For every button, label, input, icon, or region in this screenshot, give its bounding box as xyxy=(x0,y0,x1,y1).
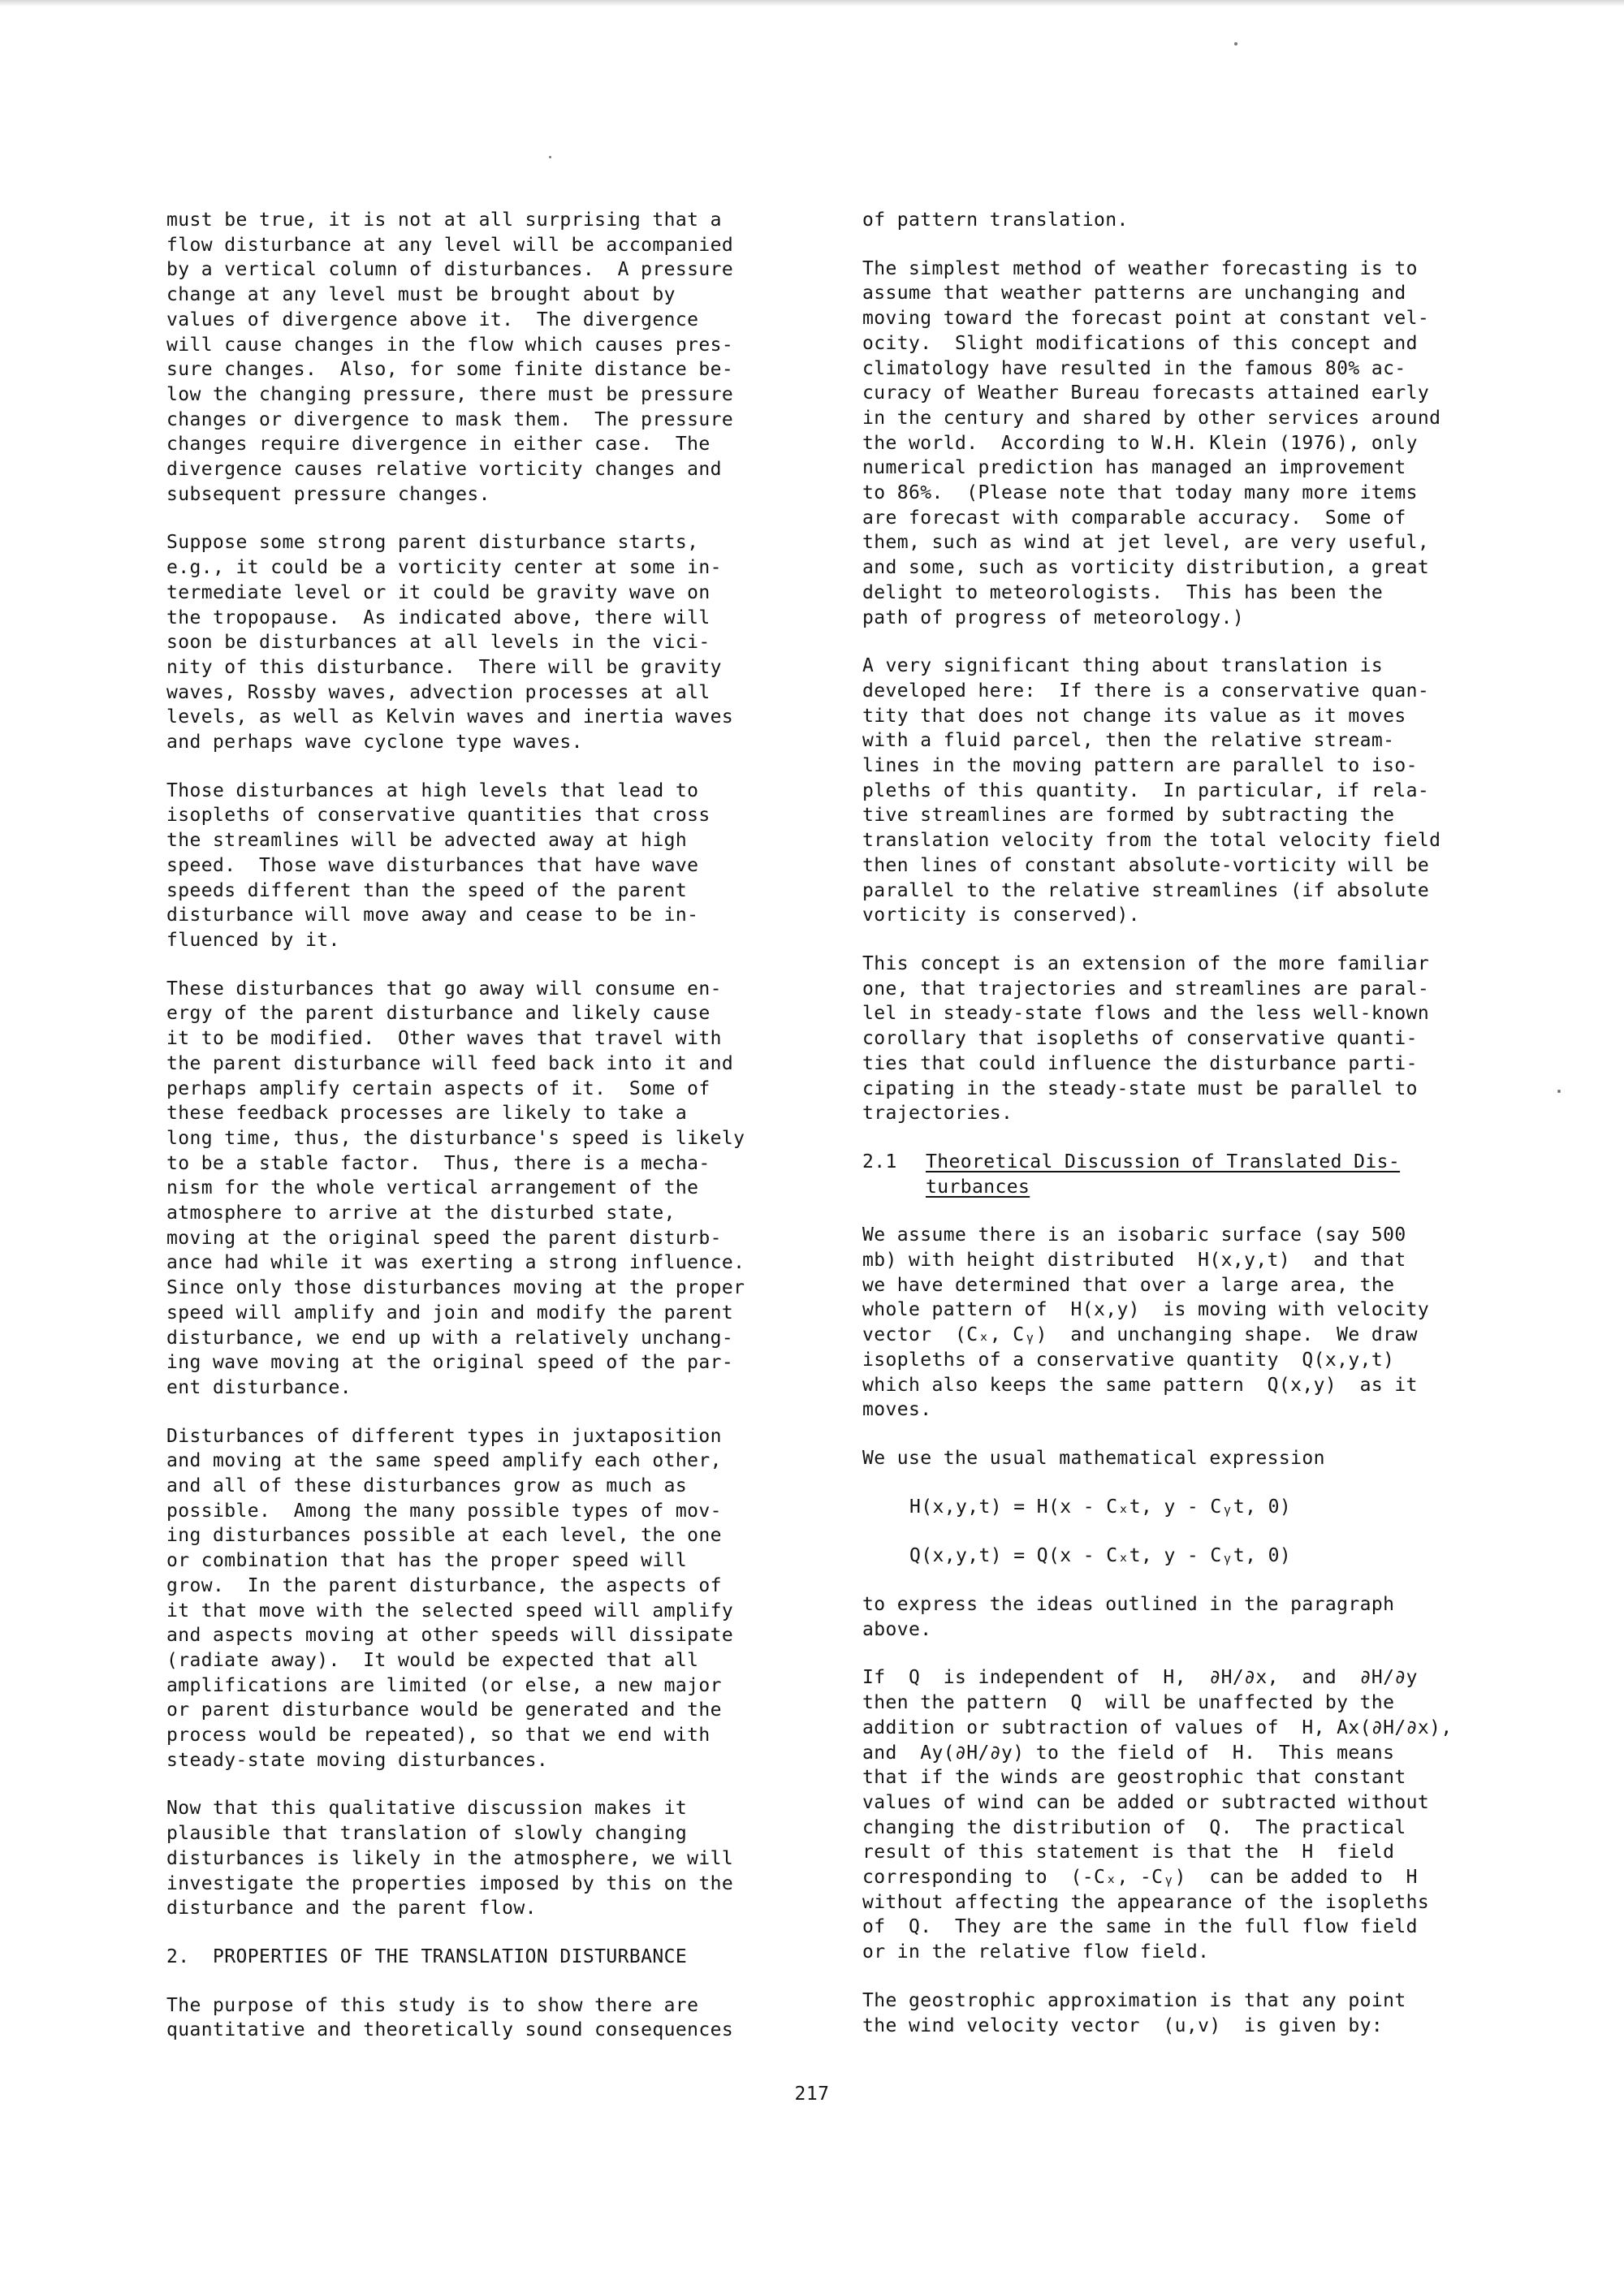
paragraph: The purpose of this study is to show there are quantitative and theoretically sound consequences xyxy=(166,1994,734,2041)
paragraph: Disturbances of different types in juxtaposition and moving at the same speed amplify each other, and all of these disturbances grow as much as possible. Among the many possible types of mov- ing disturbances possible at each level, the one or combination that has the proper speed will grow. In the parent disturbance, the aspects of it that move with the selected speed will amplify and aspects moving at other speeds will dissipate (radiate away). It would be expected that all amplifications are limited (or else, a new major or parent disturbance would be generated and the process would be repeated), so that we end with steady-state moving disturbances. xyxy=(166,1425,734,1771)
subsection-number: 2.1 xyxy=(862,1151,897,1172)
paragraph: must be true, it is not at all surprising that a flow disturbance at any level will be accompanied by a vertical column of disturbances. A pressure change at any level must be brought about by values of divergence above it. The divergence will cause changes in the flow which causes pres- sure changes. Also, for some finite distance be- low the changing pressure, there must be pressure changes or divergence to mask them. The pressure changes require divergence in either case. The divergence causes relative vorticity changes and subsequent pressure changes. xyxy=(166,209,734,505)
paragraph: We assume there is an isobaric surface (say 500 mb) with height distributed H(x,y,t) and that we have determined that over a large area, the whole pattern of H(x,y) is moving with velocity vector (Cₓ, Cᵧ) and unchanging shape. We draw isopleths of a conservative quantity Q(x,y,t) which also keeps the same pattern Q(x,y) as it moves. xyxy=(862,1224,1430,1421)
paragraph: The geostrophic approximation is that any point the wind velocity vector (u,v) is given by: xyxy=(862,1989,1406,2036)
left-column xyxy=(166,208,816,2066)
paragraph: A very significant thing about translation is developed here: If there is a conservative quan- tity that does not change its value as it moves with a fluid parcel, then the relative stream- lines in the moving pattern are parallel to iso- pleths of this quantity. In particular, if rela- tive streamlines are formed by subtracting the translation velocity from the total velocity field then lines of constant absolute-vorticity will be parallel to the relative streamlines (if absolute vorticity is conserved). xyxy=(862,655,1441,926)
paragraph: These disturbances that go away will consume en- ergy of the parent disturbance and likely cause it to be modified. Other waves that travel with the parent disturbance will feed back into it and perhaps amplify certain aspects of it. Some of these feedback processes are likely to take a long time, thus, the disturbance's speed is likely to be a stable factor. Thus, there is a mecha- nism for the whole vertical arrangement of the atmosphere to arrive at the disturbed state, moving at the original speed the parent disturb- ance had while it was exerting a strong influence. Since only those disturbances moving at the proper speed will amplify and join and modify the parent disturbance, we end up with a relatively unchang- ing wave moving at the original speed of the par- ent disturbance. xyxy=(166,978,745,1398)
subsection-heading xyxy=(862,1150,1512,1199)
equation-conservative-quantity: Q(x,y,t) = Q(x - Cₓt, y - Cᵧt, 0) xyxy=(909,1545,1292,1567)
page-number: 217 xyxy=(794,2084,830,2105)
scan-speck xyxy=(1234,42,1237,45)
scan-edge xyxy=(0,0,1624,6)
scan-speck xyxy=(549,156,551,158)
paragraph: We use the usual mathematical expression xyxy=(862,1447,1325,1469)
paragraph: to express the ideas outlined in the paragraph above. xyxy=(862,1594,1395,1640)
paragraph: The simplest method of weather forecasting is to assume that weather patterns are unchanging and moving toward the forecast point at constant vel- ocity. Slight modifications of this concept and climatology have resulted in the famous 80% ac- curacy of Weather Bureau forecasts attained early in the century and shared by other services around the world. According to W.H. Klein (1976), only numerical prediction has managed an improvement to 86%. (Please note that today many more items are forecast with comparable accuracy. Some of them, such as wind at jet level, are very useful, and some, such as vorticity distribution, a great delight to meteorologists. This has been the path of progress of meteorology.) xyxy=(862,257,1441,628)
equation-block xyxy=(862,1495,1512,1569)
paragraph: Now that this qualitative discussion makes it plausible that translation of slowly changing disturbances is likely in the atmosphere, we will investigate the properties imposed by this on the disturbance and the parent flow. xyxy=(166,1798,734,1919)
section-heading: 2. PROPERTIES OF THE TRANSLATION DISTURBANCE xyxy=(166,1946,688,1967)
paragraph: Suppose some strong parent disturbance starts, e.g., it could be a vorticity center at some in- termediate level or it could be gravity wave on the tropopause. As indicated above, there will soon be disturbances at all levels in the vici- nity of this disturbance. There will be gravity waves, Rossby waves, advection processes at all levels, as well as Kelvin waves and inertia waves and perhaps wave cyclone type waves. xyxy=(166,532,734,754)
right-column xyxy=(862,208,1512,2062)
paragraph: This concept is an extension of the more familiar one, that trajectories and streamlines are paral- lel in steady-state flows and the less well-known corollary that isopleths of conservative quanti- ties that could influence the disturbance parti- cipating in the steady-state must be parallel to trajectories. xyxy=(862,952,1430,1125)
paragraph: If Q is independent of H, ∂H/∂x, and ∂H/∂y then the pattern Q will be unaffected by the addition or subtraction of values of H, Ax(∂H/∂x), and Ay(∂H/∂y) to the field of H. This means that if the winds are geostrophic that constant values of wind can be added or subtracted without changing the distribution of Q. The practical result of this statement is that the H field corresponding to (-Cₓ, -Cᵧ) can be added to H without affecting the appearance of the isopleths of Q. They are the same in the full flow field or in the relative flow field. xyxy=(862,1667,1453,1963)
equation-height: H(x,y,t) = H(x - Cₓt, y - Cᵧt, 0) xyxy=(909,1496,1292,1518)
paragraph: Those disturbances at high levels that lead to isopleths of conservative quantities that cross the streamlines will be advected away at high speed. Those wave disturbances that have wave speeds different than the speed of the parent disturbance will move away and cease to be in- fluenced by it. xyxy=(166,779,710,951)
scan-speck xyxy=(1557,1090,1561,1093)
subsection-title: Theoretical Discussion of Translated Dis- turbances xyxy=(926,1151,1401,1198)
paragraph: of pattern translation. xyxy=(862,209,1129,231)
